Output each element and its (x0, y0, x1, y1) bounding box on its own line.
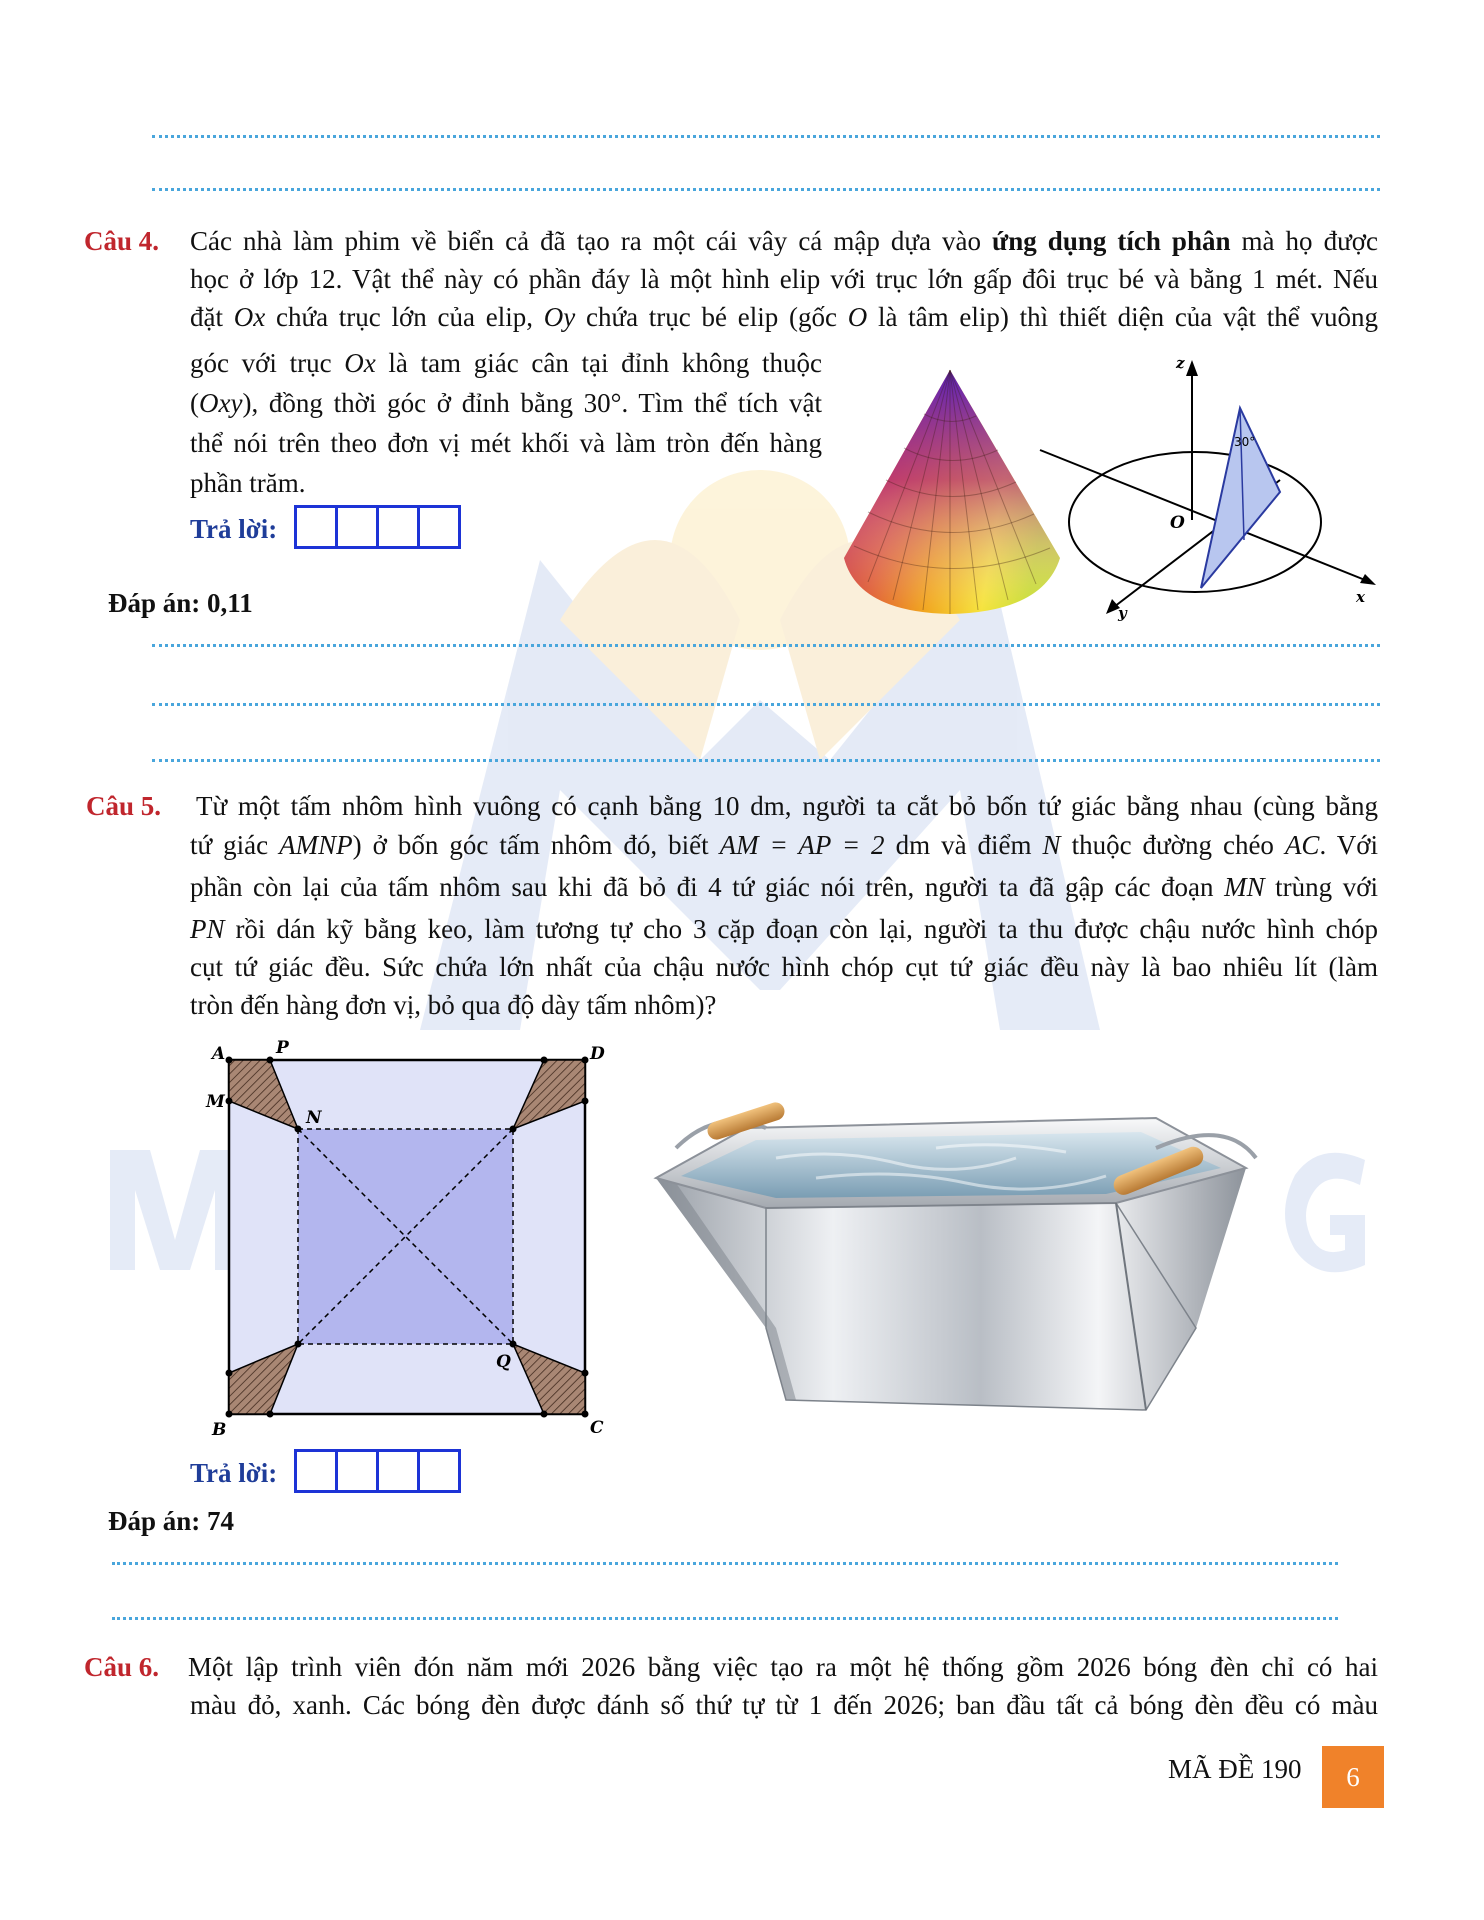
question-6-line: Một lập trình viên đón năm mới 2026 bằng việc tạo ra một hệ thống gồm 2026 bóng đèn chỉ có hai (188, 1652, 1378, 1682)
page-number: 6 (1322, 1746, 1384, 1808)
answer-box[interactable] (417, 505, 461, 549)
answer-key: Đáp án: 74 (108, 1506, 235, 1536)
answer-line (152, 644, 1380, 647)
axis-y-label: y (1118, 604, 1127, 622)
point-label-c: C (590, 1418, 604, 1435)
aluminum-sheet-diagram (200, 1035, 620, 1435)
question-4-line: Các nhà làm phim về biển cả đã tạo ra một cái vây cá mập dựa vào ứng dụng tích phân mà họ được (190, 226, 1378, 256)
point-label-m: M (206, 1092, 225, 1112)
answer-box[interactable] (294, 505, 338, 549)
question-5-label: Câu 5. (86, 791, 162, 821)
answer-box[interactable] (376, 1449, 420, 1493)
question-5-line: Từ một tấm nhôm hình vuông có cạnh bằng 10 dm, người ta cắt bỏ bốn tứ giác bằng nhau (cùng bằng (196, 791, 1378, 821)
answer-box[interactable] (294, 1449, 338, 1493)
answer-label: Trả lời: (190, 1458, 278, 1488)
answer-boxes[interactable] (294, 505, 458, 549)
point-label-q: Q (496, 1352, 511, 1372)
solid-section-diagram (1030, 350, 1390, 630)
angle-label: 30° (1234, 435, 1256, 449)
point-label-n: N (306, 1108, 322, 1128)
question-5-line: tròn đến hàng đơn vị, bỏ qua độ dày tấm nhôm)? (190, 990, 717, 1020)
question-5-line: phần còn lại của tấm nhôm sau khi đã bỏ đi 4 tứ giác nói trên, người ta đã gập các đoạn MN trùng với (190, 872, 1378, 902)
point-label-b: B (212, 1420, 227, 1435)
answer-label: Trả lời: (190, 514, 278, 544)
point-label-a: A (212, 1044, 226, 1064)
question-5-line: tứ giác AMNP) ở bốn góc tấm nhôm đó, biết AM = AP = 2 dm và điểm N thuộc đường chéo AC. Với (190, 830, 1378, 860)
answer-box[interactable] (335, 1449, 379, 1493)
question-5-line: cụt tứ giác đều. Sức chứa lớn nhất của chậu nước hình chóp cụt tứ giác đều này là bao nhiêu lít (làm (190, 952, 1378, 982)
question-5-line: PN rồi dán kỹ bằng keo, làm tương tự cho 3 cặp đoạn còn lại, người ta thu được chậu nước hình chóp (190, 914, 1378, 944)
answer-line (112, 1562, 1338, 1565)
question-4-line: góc với trục Ox là tam giác cân tại đỉnh không thuộc (190, 348, 822, 378)
answer-line (152, 188, 1380, 191)
question-4-line: (Oxy), đồng thời góc ở đỉnh bằng 30°. Tìm thể tích vật (190, 388, 822, 418)
exam-code: MÃ ĐỀ 190 (1168, 1754, 1302, 1784)
answer-box[interactable] (376, 505, 420, 549)
question-4-line: phần trăm. (190, 468, 306, 498)
axis-z-label: z (1176, 354, 1185, 372)
point-label-d: D (590, 1044, 605, 1064)
answer-boxes[interactable] (294, 1449, 458, 1493)
question-4-line: thể nói trên theo đơn vị mét khối và làm tròn đến hàng (190, 428, 822, 458)
question-6-line: màu đỏ, xanh. Các bóng đèn được đánh số thứ tự từ 1 đến 2026; ban đầu tất cả bóng đèn đều có màu (190, 1690, 1378, 1720)
answer-line (152, 759, 1380, 762)
question-6-label: Câu 6. (84, 1652, 160, 1682)
answer-box[interactable] (335, 505, 379, 549)
question-4-line: học ở lớp 12. Vật thể này có phần đáy là một hình elip với trục lớn gấp đôi trục bé và bằng 1 mét. Nếu (190, 264, 1378, 294)
origin-label: O (1170, 513, 1185, 533)
point-label-p: P (276, 1038, 289, 1058)
question-4-label: Câu 4. (84, 226, 160, 256)
question-4-line: đặt Ox chứa trục lớn của elip, Oy chứa trục bé elip (gốc O là tâm elip) thì thiết diện của vật thể vuông (190, 302, 1378, 332)
answer-key: Đáp án: 0,11 (108, 588, 253, 618)
metal-basin-image (636, 1088, 1276, 1418)
answer-line (152, 703, 1380, 706)
answer-line (112, 1617, 1338, 1620)
answer-box[interactable] (417, 1449, 461, 1493)
answer-line (152, 135, 1380, 138)
axis-x-label: x (1356, 588, 1365, 606)
